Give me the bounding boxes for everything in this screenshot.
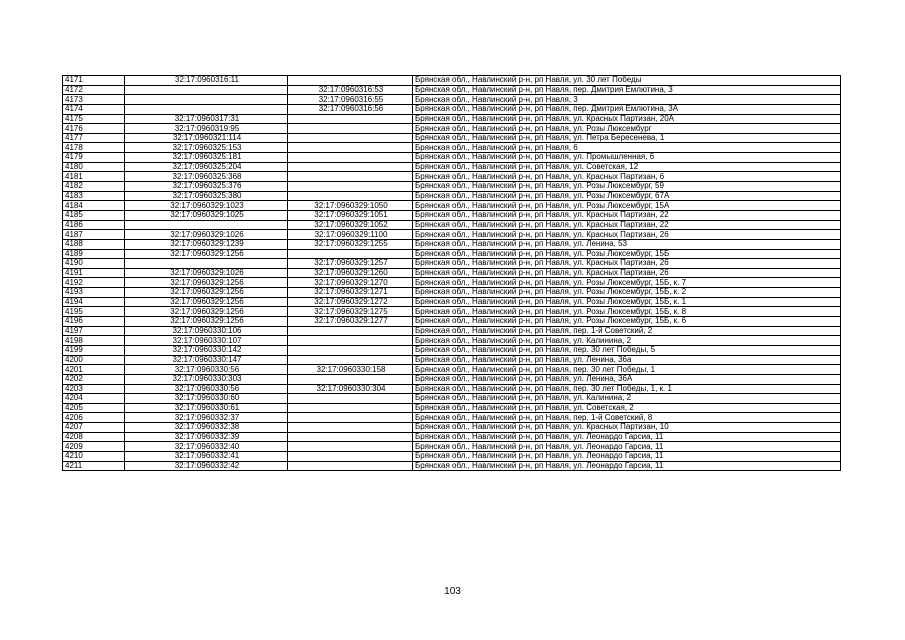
row-number-cell: 4202 — [63, 374, 125, 384]
parcel-cadastral-number-cell: 32:17:0960330:61 — [125, 403, 288, 413]
parcel-cadastral-number-cell: 32:17:0960330:303 — [125, 374, 288, 384]
parcel-cadastral-number-cell: 32:17:0960329:1256 — [125, 278, 288, 288]
row-number-cell: 4173 — [63, 95, 125, 105]
parcel-cadastral-number-cell: 32:17:0960332:42 — [125, 461, 288, 471]
table-row — [63, 249, 841, 259]
address-cell: Брянская обл., Навлинский р-н, рп Навля, ул. Красных Партизан, 20А — [413, 114, 841, 124]
building-cadastral-number-cell: 32:17:0960316:53 — [288, 85, 413, 95]
table-row — [63, 259, 841, 269]
parcel-cadastral-number-cell: 32:17:0960329:1256 — [125, 317, 288, 327]
row-number-cell: 4172 — [63, 85, 125, 95]
table-row — [63, 182, 841, 192]
parcel-cadastral-number-cell: 32:17:0960329:1026 — [125, 268, 288, 278]
page-number: 103 — [444, 586, 461, 597]
address-cell: Брянская обл., Навлинский р-н, рп Навля, ул. Розы Люксембург, 15Б, к. 1 — [413, 297, 841, 307]
building-cadastral-number-cell — [288, 461, 413, 471]
parcel-cadastral-number-cell: 32:17:0960325:181 — [125, 153, 288, 163]
table-row — [63, 153, 841, 163]
building-cadastral-number-cell — [288, 76, 413, 86]
parcel-cadastral-number-cell — [125, 85, 288, 95]
building-cadastral-number-cell — [288, 451, 413, 461]
row-number-cell: 4189 — [63, 249, 125, 259]
row-number-cell: 4196 — [63, 317, 125, 327]
table-row — [63, 307, 841, 317]
row-number-cell: 4208 — [63, 432, 125, 442]
building-cadastral-number-cell — [288, 162, 413, 172]
row-number-cell: 4183 — [63, 191, 125, 201]
address-cell: Брянская обл., Навлинский р-н, рп Навля, ул. Розы Люксембург, 15А — [413, 201, 841, 211]
address-cell: Брянская обл., Навлинский р-н, рп Навля, пер. 30 лет Победы, 1, к. 1 — [413, 384, 841, 394]
building-cadastral-number-cell: 32:17:0960329:1275 — [288, 307, 413, 317]
parcel-cadastral-number-cell: 32:17:0960319:95 — [125, 124, 288, 134]
address-cell: Брянская обл., Навлинский р-н, рп Навля, ул. Петра Бересенева, 1 — [413, 133, 841, 143]
table-row — [63, 355, 841, 365]
row-number-cell: 4176 — [63, 124, 125, 134]
table-row — [63, 172, 841, 182]
building-cadastral-number-cell — [288, 153, 413, 163]
row-number-cell: 4193 — [63, 288, 125, 298]
row-number-cell: 4180 — [63, 162, 125, 172]
parcel-cadastral-number-cell — [125, 95, 288, 105]
building-cadastral-number-cell — [288, 191, 413, 201]
address-cell: Брянская обл., Навлинский р-н, рп Навля, ул. Леонардо Гарсиа, 11 — [413, 432, 841, 442]
table-row — [63, 220, 841, 230]
row-number-cell: 4182 — [63, 182, 125, 192]
building-cadastral-number-cell: 32:17:0960316:55 — [288, 95, 413, 105]
document-table — [62, 75, 841, 471]
address-cell: Брянская обл., Навлинский р-н, рп Навля, пер. 1-й Советский, 8 — [413, 413, 841, 423]
address-cell: Брянская обл., Навлинский р-н, рп Навля, пер. 30 лет Победы, 5 — [413, 345, 841, 355]
table-row — [63, 403, 841, 413]
building-cadastral-number-cell — [288, 336, 413, 346]
table-row — [63, 423, 841, 433]
building-cadastral-number-cell: 32:17:0960330:304 — [288, 384, 413, 394]
table-row — [63, 326, 841, 336]
parcel-cadastral-number-cell: 32:17:0960332:37 — [125, 413, 288, 423]
row-number-cell: 4191 — [63, 268, 125, 278]
building-cadastral-number-cell — [288, 403, 413, 413]
address-cell: Брянская обл., Навлинский р-н, рп Навля, ул. Советская, 2 — [413, 403, 841, 413]
address-cell: Брянская обл., Навлинский р-н, рп Навля, ул. Красных Партизан, 26 — [413, 259, 841, 269]
row-number-cell: 4209 — [63, 442, 125, 452]
building-cadastral-number-cell — [288, 143, 413, 153]
table-row — [63, 95, 841, 105]
address-cell: Брянская обл., Навлинский р-н, рп Навля, ул. 30 лет Победы — [413, 76, 841, 86]
address-cell: Брянская обл., Навлинский р-н, рп Навля, ул. Калинина, 2 — [413, 394, 841, 404]
address-cell: Брянская обл., Навлинский р-н, рп Навля, ул. Ленина, 53 — [413, 239, 841, 249]
row-number-cell: 4210 — [63, 451, 125, 461]
table-row — [63, 451, 841, 461]
row-number-cell: 4197 — [63, 326, 125, 336]
building-cadastral-number-cell — [288, 394, 413, 404]
building-cadastral-number-cell: 32:17:0960329:1272 — [288, 297, 413, 307]
building-cadastral-number-cell: 32:17:0960329:1270 — [288, 278, 413, 288]
address-cell: Брянская обл., Навлинский р-н, рп Навля, ул. Розы Люксембург, 67А — [413, 191, 841, 201]
table-row — [63, 124, 841, 134]
table-row — [63, 413, 841, 423]
table-row — [63, 365, 841, 375]
table-row — [63, 384, 841, 394]
row-number-cell: 4186 — [63, 220, 125, 230]
parcel-cadastral-number-cell: 32:17:0960332:38 — [125, 423, 288, 433]
address-cell: Брянская обл., Навлинский р-н, рп Навля, ул. Красных Партизан, 26 — [413, 230, 841, 240]
building-cadastral-number-cell — [288, 172, 413, 182]
building-cadastral-number-cell — [288, 133, 413, 143]
address-cell: Брянская обл., Навлинский р-н, рп Навля, ул. Красных Партизан, 6 — [413, 172, 841, 182]
parcel-cadastral-number-cell: 32:17:0960332:39 — [125, 432, 288, 442]
row-number-cell: 4178 — [63, 143, 125, 153]
building-cadastral-number-cell: 32:17:0960329:1257 — [288, 259, 413, 269]
parcel-cadastral-number-cell: 32:17:0960325:153 — [125, 143, 288, 153]
building-cadastral-number-cell: 32:17:0960329:1050 — [288, 201, 413, 211]
row-number-cell: 4179 — [63, 153, 125, 163]
address-cell: Брянская обл., Навлинский р-н, рп Навля, 6 — [413, 143, 841, 153]
row-number-cell: 4194 — [63, 297, 125, 307]
parcel-cadastral-number-cell: 32:17:0960330:56 — [125, 365, 288, 375]
address-cell: Брянская обл., Навлинский р-н, рп Навля, ул. Розы Люксембург, 15Б, к. 6 — [413, 317, 841, 327]
building-cadastral-number-cell — [288, 432, 413, 442]
building-cadastral-number-cell: 32:17:0960329:1260 — [288, 268, 413, 278]
row-number-cell: 4184 — [63, 201, 125, 211]
parcel-cadastral-number-cell: 32:17:0960329:1026 — [125, 230, 288, 240]
table-row — [63, 268, 841, 278]
address-cell: Брянская обл., Навлинский р-н, рп Навля, пер. 1-й Советский, 2 — [413, 326, 841, 336]
parcel-cadastral-number-cell: 32:17:0960330:147 — [125, 355, 288, 365]
row-number-cell: 4211 — [63, 461, 125, 471]
row-number-cell: 4203 — [63, 384, 125, 394]
table-row — [63, 336, 841, 346]
address-cell: Брянская обл., Навлинский р-н, рп Навля, пер. Дмитрия Емлютина, 3А — [413, 104, 841, 114]
parcel-cadastral-number-cell: 32:17:0960330:106 — [125, 326, 288, 336]
table-row — [63, 114, 841, 124]
address-cell: Брянская обл., Навлинский р-н, рп Навля, ул. Розы Люксембург, 15Б, к. 7 — [413, 278, 841, 288]
address-cell: Брянская обл., Навлинский р-н, рп Навля, 3 — [413, 95, 841, 105]
building-cadastral-number-cell — [288, 442, 413, 452]
parcel-cadastral-number-cell: 32:17:0960325:376 — [125, 182, 288, 192]
row-number-cell: 4190 — [63, 259, 125, 269]
building-cadastral-number-cell: 32:17:0960329:1255 — [288, 239, 413, 249]
table-row — [63, 345, 841, 355]
building-cadastral-number-cell: 32:17:0960329:1100 — [288, 230, 413, 240]
parcel-cadastral-number-cell: 32:17:0960332:40 — [125, 442, 288, 452]
table-row — [63, 201, 841, 211]
address-cell: Брянская обл., Навлинский р-н, рп Навля, пер. 30 лет Победы, 1 — [413, 365, 841, 375]
building-cadastral-number-cell: 32:17:0960329:1052 — [288, 220, 413, 230]
building-cadastral-number-cell — [288, 355, 413, 365]
building-cadastral-number-cell: 32:17:0960329:1277 — [288, 317, 413, 327]
building-cadastral-number-cell — [288, 114, 413, 124]
table-row — [63, 143, 841, 153]
building-cadastral-number-cell — [288, 413, 413, 423]
table-row — [63, 76, 841, 86]
address-cell: Брянская обл., Навлинский р-н, рп Навля, ул. Леонардо Гарсиа, 11 — [413, 451, 841, 461]
building-cadastral-number-cell: 32:17:0960330:158 — [288, 365, 413, 375]
parcel-cadastral-number-cell: 32:17:0960316:11 — [125, 76, 288, 86]
table-row — [63, 230, 841, 240]
parcel-cadastral-number-cell — [125, 259, 288, 269]
parcel-cadastral-number-cell: 32:17:0960321:114 — [125, 133, 288, 143]
parcel-cadastral-number-cell: 32:17:0960330:56 — [125, 384, 288, 394]
building-cadastral-number-cell: 32:17:0960329:1271 — [288, 288, 413, 298]
row-number-cell: 4198 — [63, 336, 125, 346]
table-row — [63, 191, 841, 201]
parcel-cadastral-number-cell: 32:17:0960325:380 — [125, 191, 288, 201]
parcel-cadastral-number-cell: 32:17:0960329:1256 — [125, 288, 288, 298]
row-number-cell: 4187 — [63, 230, 125, 240]
address-cell: Брянская обл., Навлинский р-н, рп Навля, ул. Красных Партизан, 22 — [413, 210, 841, 220]
parcel-cadastral-number-cell: 32:17:0960332:41 — [125, 451, 288, 461]
row-number-cell: 4192 — [63, 278, 125, 288]
row-number-cell: 4174 — [63, 104, 125, 114]
address-cell: Брянская обл., Навлинский р-н, рп Навля, ул. Розы Люксембург, 15Б, к. 8 — [413, 307, 841, 317]
row-number-cell: 4206 — [63, 413, 125, 423]
building-cadastral-number-cell — [288, 124, 413, 134]
row-number-cell: 4201 — [63, 365, 125, 375]
address-cell: Брянская обл., Навлинский р-н, рп Навля, ул. Розы Люксембург, 15Б — [413, 249, 841, 259]
parcel-cadastral-number-cell: 32:17:0960329:1023 — [125, 201, 288, 211]
parcel-cadastral-number-cell: 32:17:0960317:31 — [125, 114, 288, 124]
building-cadastral-number-cell — [288, 249, 413, 259]
table-row — [63, 278, 841, 288]
building-cadastral-number-cell — [288, 423, 413, 433]
building-cadastral-number-cell: 32:17:0960316:56 — [288, 104, 413, 114]
address-cell: Брянская обл., Навлинский р-н, рп Навля, пер. Дмитрия Емлютина, 3 — [413, 85, 841, 95]
table-row — [63, 239, 841, 249]
row-number-cell: 4207 — [63, 423, 125, 433]
building-cadastral-number-cell: 32:17:0960329:1051 — [288, 210, 413, 220]
row-number-cell: 4199 — [63, 345, 125, 355]
row-number-cell: 4185 — [63, 210, 125, 220]
table-row — [63, 297, 841, 307]
parcel-cadastral-number-cell: 32:17:0960330:60 — [125, 394, 288, 404]
address-cell: Брянская обл., Навлинский р-н, рп Навля, ул. Ленина, 36а — [413, 355, 841, 365]
table-row — [63, 85, 841, 95]
parcel-cadastral-number-cell: 32:17:0960325:368 — [125, 172, 288, 182]
table-row — [63, 317, 841, 327]
table-row — [63, 394, 841, 404]
table-row — [63, 461, 841, 471]
parcel-cadastral-number-cell: 32:17:0960329:1256 — [125, 307, 288, 317]
building-cadastral-number-cell — [288, 182, 413, 192]
table-body — [63, 76, 841, 471]
address-cell: Брянская обл., Навлинский р-н, рп Навля, ул. Красных Партизан, 10 — [413, 423, 841, 433]
parcel-cadastral-number-cell: 32:17:0960329:1256 — [125, 297, 288, 307]
row-number-cell: 4175 — [63, 114, 125, 124]
parcel-cadastral-number-cell: 32:17:0960330:142 — [125, 345, 288, 355]
row-number-cell: 4204 — [63, 394, 125, 404]
row-number-cell: 4177 — [63, 133, 125, 143]
row-number-cell: 4171 — [63, 76, 125, 86]
building-cadastral-number-cell — [288, 345, 413, 355]
address-cell: Брянская обл., Навлинский р-н, рп Навля, ул. Красных Партизан, 26 — [413, 268, 841, 278]
row-number-cell: 4205 — [63, 403, 125, 413]
address-cell: Брянская обл., Навлинский р-н, рп Навля, ул. Ленина, 36А — [413, 374, 841, 384]
parcel-cadastral-number-cell — [125, 104, 288, 114]
row-number-cell: 4181 — [63, 172, 125, 182]
parcel-cadastral-number-cell: 32:17:0960329:1256 — [125, 249, 288, 259]
row-number-cell: 4200 — [63, 355, 125, 365]
building-cadastral-number-cell — [288, 326, 413, 336]
parcel-cadastral-number-cell: 32:17:0960329:1025 — [125, 210, 288, 220]
row-number-cell: 4195 — [63, 307, 125, 317]
address-cell: Брянская обл., Навлинский р-н, рп Навля, ул. Леонардо Гарсиа, 11 — [413, 442, 841, 452]
parcel-cadastral-number-cell — [125, 220, 288, 230]
building-cadastral-number-cell — [288, 374, 413, 384]
address-cell: Брянская обл., Навлинский р-н, рп Навля, ул. Промышленная, 6 — [413, 153, 841, 163]
parcel-cadastral-number-cell: 32:17:0960325:204 — [125, 162, 288, 172]
address-cell: Брянская обл., Навлинский р-н, рп Навля, ул. Калинина, 2 — [413, 336, 841, 346]
table-row — [63, 374, 841, 384]
address-cell: Брянская обл., Навлинский р-н, рп Навля, ул. Розы Люксембург, 15Б, к. 2 — [413, 288, 841, 298]
table-row — [63, 432, 841, 442]
address-cell: Брянская обл., Навлинский р-н, рп Навля, ул. Розы Люксембург — [413, 124, 841, 134]
parcel-cadastral-number-cell: 32:17:0960330:107 — [125, 336, 288, 346]
row-number-cell: 4188 — [63, 239, 125, 249]
address-cell: Брянская обл., Навлинский р-н, рп Навля, ул. Красных Партизан, 22 — [413, 220, 841, 230]
table-row — [63, 288, 841, 298]
address-cell: Брянская обл., Навлинский р-н, рп Навля, ул. Розы Люксембург, 59 — [413, 182, 841, 192]
table-row — [63, 133, 841, 143]
address-cell: Брянская обл., Навлинский р-н, рп Навля, ул. Леонардо Гарсиа, 11 — [413, 461, 841, 471]
table-row — [63, 210, 841, 220]
address-cell: Брянская обл., Навлинский р-н, рп Навля, ул. Советская, 12 — [413, 162, 841, 172]
table-row — [63, 162, 841, 172]
parcel-cadastral-number-cell: 32:17:0960329:1239 — [125, 239, 288, 249]
table-row — [63, 104, 841, 114]
table-row — [63, 442, 841, 452]
